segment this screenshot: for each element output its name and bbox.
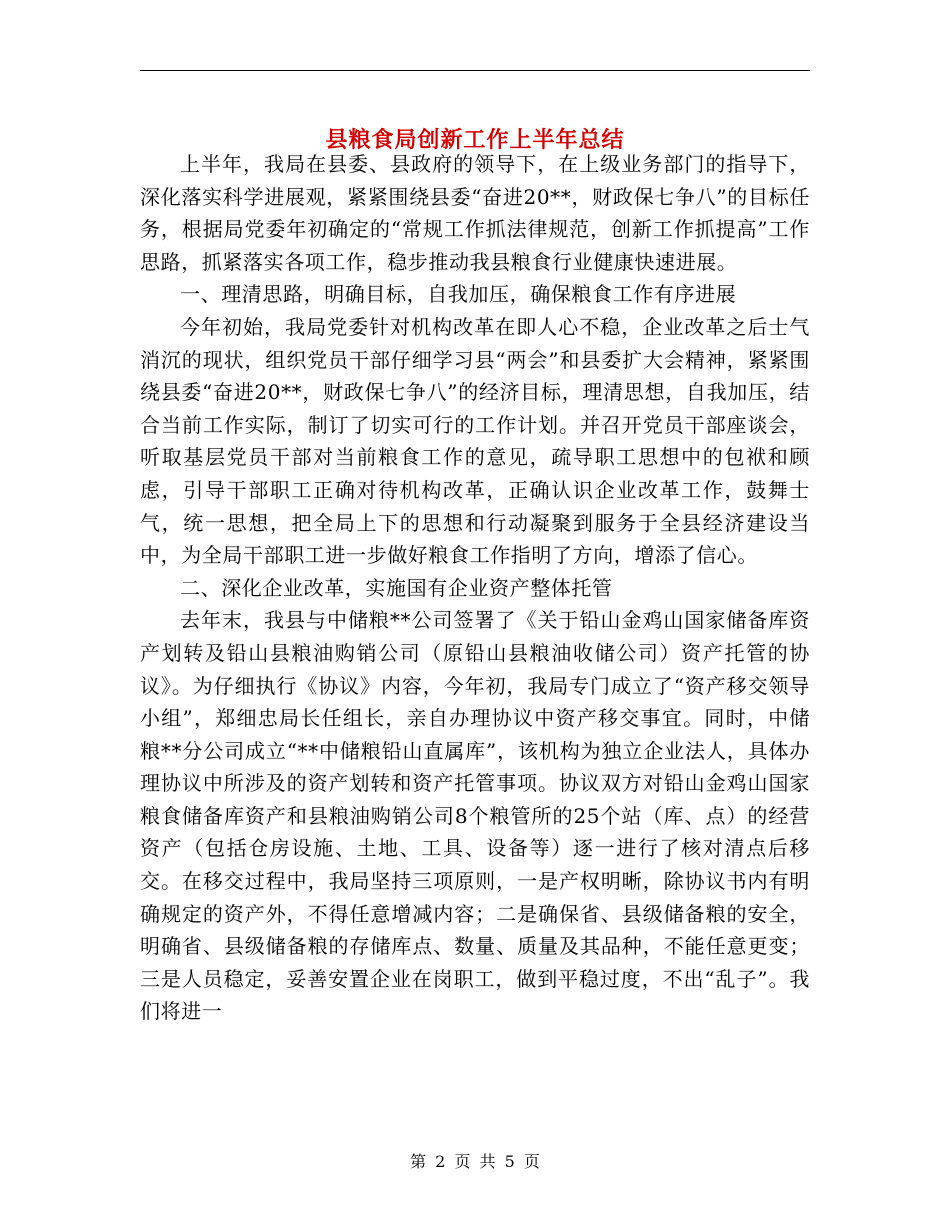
section-2-paragraph: 去年末，我县与中储粮**公司签署了《关于铅山金鸡山国家储备库资产划转及铅山县粮油购销公司（原铅山县粮油收储公司）资产托管的协议》。为仔细执行《协议》内容，今年初，我局专门成立了“资产移交领导小组”，郑细忠局长任组长，亲自办理协议中资产移交事宜。同时，中储粮**分公司成立“**中储粮铅山直属库”，该机构为独立企业法人，具体办理协议中所涉及的资产划转和资产托管事项。协议双方对铅山金鸡山国家粮食储备库资产和县粮油购销公司8个粮管所的25个站（库、点）的经营资产（包括仓房设施、土地、工具、设备等）逐一进行了核对清点后移交。在移交过程中，我局坚持三项原则，一是产权明晰，除协议书内有明确规定的资产外，不得任意增减内容；二是确保省、县级储备粮的安全，明确省、县级储备粮的存储库点、数量、质量及其品种，不能任意更变；三是人员稳定，妥善安置企业在岗职工，做到平稳过度，不出“乱子”。我们将进一 [140,608,810,1024]
document-title: 县粮食局创新工作上半年总结 [325,127,625,153]
header-rule [140,70,810,71]
section-1-paragraph: 今年初始，我局党委针对机构改革在即人心不稳，企业改革之后士气消沉的现状，组织党员干部仔细学习县“两会”和县委扩大会精神，紧紧围绕县委“奋进20**，财政保七争八”的经济目标，理清思想，自我加压，结合当前工作实际，制订了切实可行的工作计划。并召开党员干部座谈会，听取基层党员干部对当前粮食工作的意见，疏导职工思想中的包袱和顾虑，引导干部职工正确对待机构改革，正确认识企业改革工作，鼓舞士气，统一思想，把全局上下的思想和行动凝聚到服务于全县经济建设当中，为全局干部职工进一步做好粮食工作指明了方向，增添了信心。 [140,314,810,568]
section-heading-1: 一、理清思路，明确目标，自我加压，确保粮食工作有序进展 [180,282,737,307]
intro-paragraph: 上半年，我局在县委、县政府的领导下，在上级业务部门的指导下，深化落实科学进展观，紧紧围绕县委“奋进20**，财政保七争八”的目标任务，根据局党委年初确定的“常规工作抓法律规范，创新工作抓提高”工作思路，抓紧落实各项工作，稳步推动我县粮食行业健康快速进展。 [140,152,810,274]
page-number-footer: 第 2 页 共 5 页 [410,1152,540,1171]
document-body [140,148,810,1028]
section-heading-2: 二、深化企业改革，实施国有企业资产整体托管 [180,575,613,600]
